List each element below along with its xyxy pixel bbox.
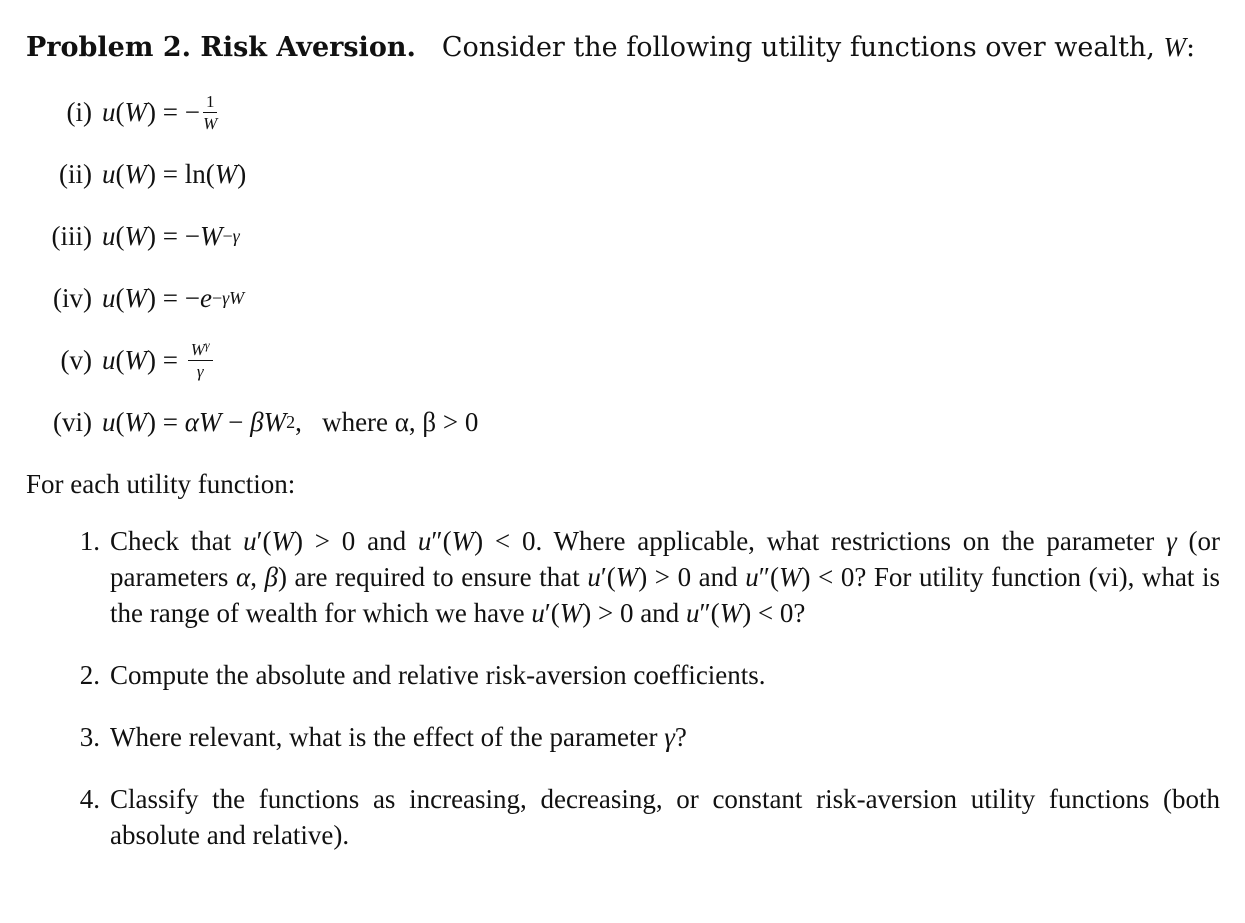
function-label: (v) <box>60 344 92 375</box>
function-expression: u ( W ) = − W −γ <box>102 220 240 251</box>
utility-function-item <box>26 267 1222 329</box>
function-expression: u ( W ) = − e −γW <box>102 282 245 313</box>
task-text: Compute the absolute and relative risk-aversion coefficients. <box>110 660 766 690</box>
function-label: (i) <box>66 96 92 127</box>
task-number: 4. <box>79 784 100 814</box>
intro-colon: : <box>1186 32 1196 63</box>
function-label: (iv) <box>53 282 92 313</box>
intro-variable: W <box>1163 32 1186 62</box>
problem-title: Problem 2. Risk Aversion. <box>26 32 416 63</box>
utility-function-item <box>26 329 1222 391</box>
function-expression: u ( W ) = αW − βW 2 , where α, β > 0 <box>102 406 479 437</box>
utility-function-item <box>26 143 1222 205</box>
function-condition: where α, β > 0 <box>322 406 479 437</box>
function-expression: u ( W ) = $\frac{W^\gamma}{\gamma}$ <box>102 341 216 380</box>
task-item <box>26 523 1222 631</box>
problem-header <box>26 28 1222 67</box>
function-label: (ii) <box>59 158 92 189</box>
function-expression: u ( W ) = − $\frac{1}{W}$ <box>102 91 218 133</box>
task-number: 2. <box>79 660 100 690</box>
utility-function-list <box>26 81 1222 453</box>
problem-page <box>26 28 1222 879</box>
function-label: (vi) <box>53 406 92 437</box>
task-item <box>26 781 1222 853</box>
utility-function-item <box>26 205 1222 267</box>
problem-intro: Consider the following utility functions over wealth, <box>441 32 1155 63</box>
task-item <box>26 657 1222 693</box>
task-text: Where relevant, what is the effect of the parameter γ? <box>110 722 687 752</box>
for-each-heading: For each utility function: <box>26 469 296 499</box>
task-text: Check that u′(W) > 0 and u″(W) < 0. Where applicable, what restrictions on the parameter γ (or parameters α, β) are required to ensure that u′(W) > 0 and u″(W) < 0? For utility function (vi), what is the range of wealth for which we have u′(W) > 0 and u″(W) < 0? <box>110 526 1221 628</box>
task-number: 1. <box>79 526 100 556</box>
function-expression: u ( W ) = ln( W ) <box>102 158 247 189</box>
task-item <box>26 719 1222 755</box>
function-label: (iii) <box>51 220 92 251</box>
utility-function-item <box>26 81 1222 143</box>
task-number: 3. <box>79 722 100 752</box>
task-text: Classify the functions as increasing, decreasing, or constant risk-aversion utility functions (both absolute and relative). <box>110 784 1220 850</box>
utility-function-item <box>26 391 1222 453</box>
task-list <box>26 523 1222 853</box>
